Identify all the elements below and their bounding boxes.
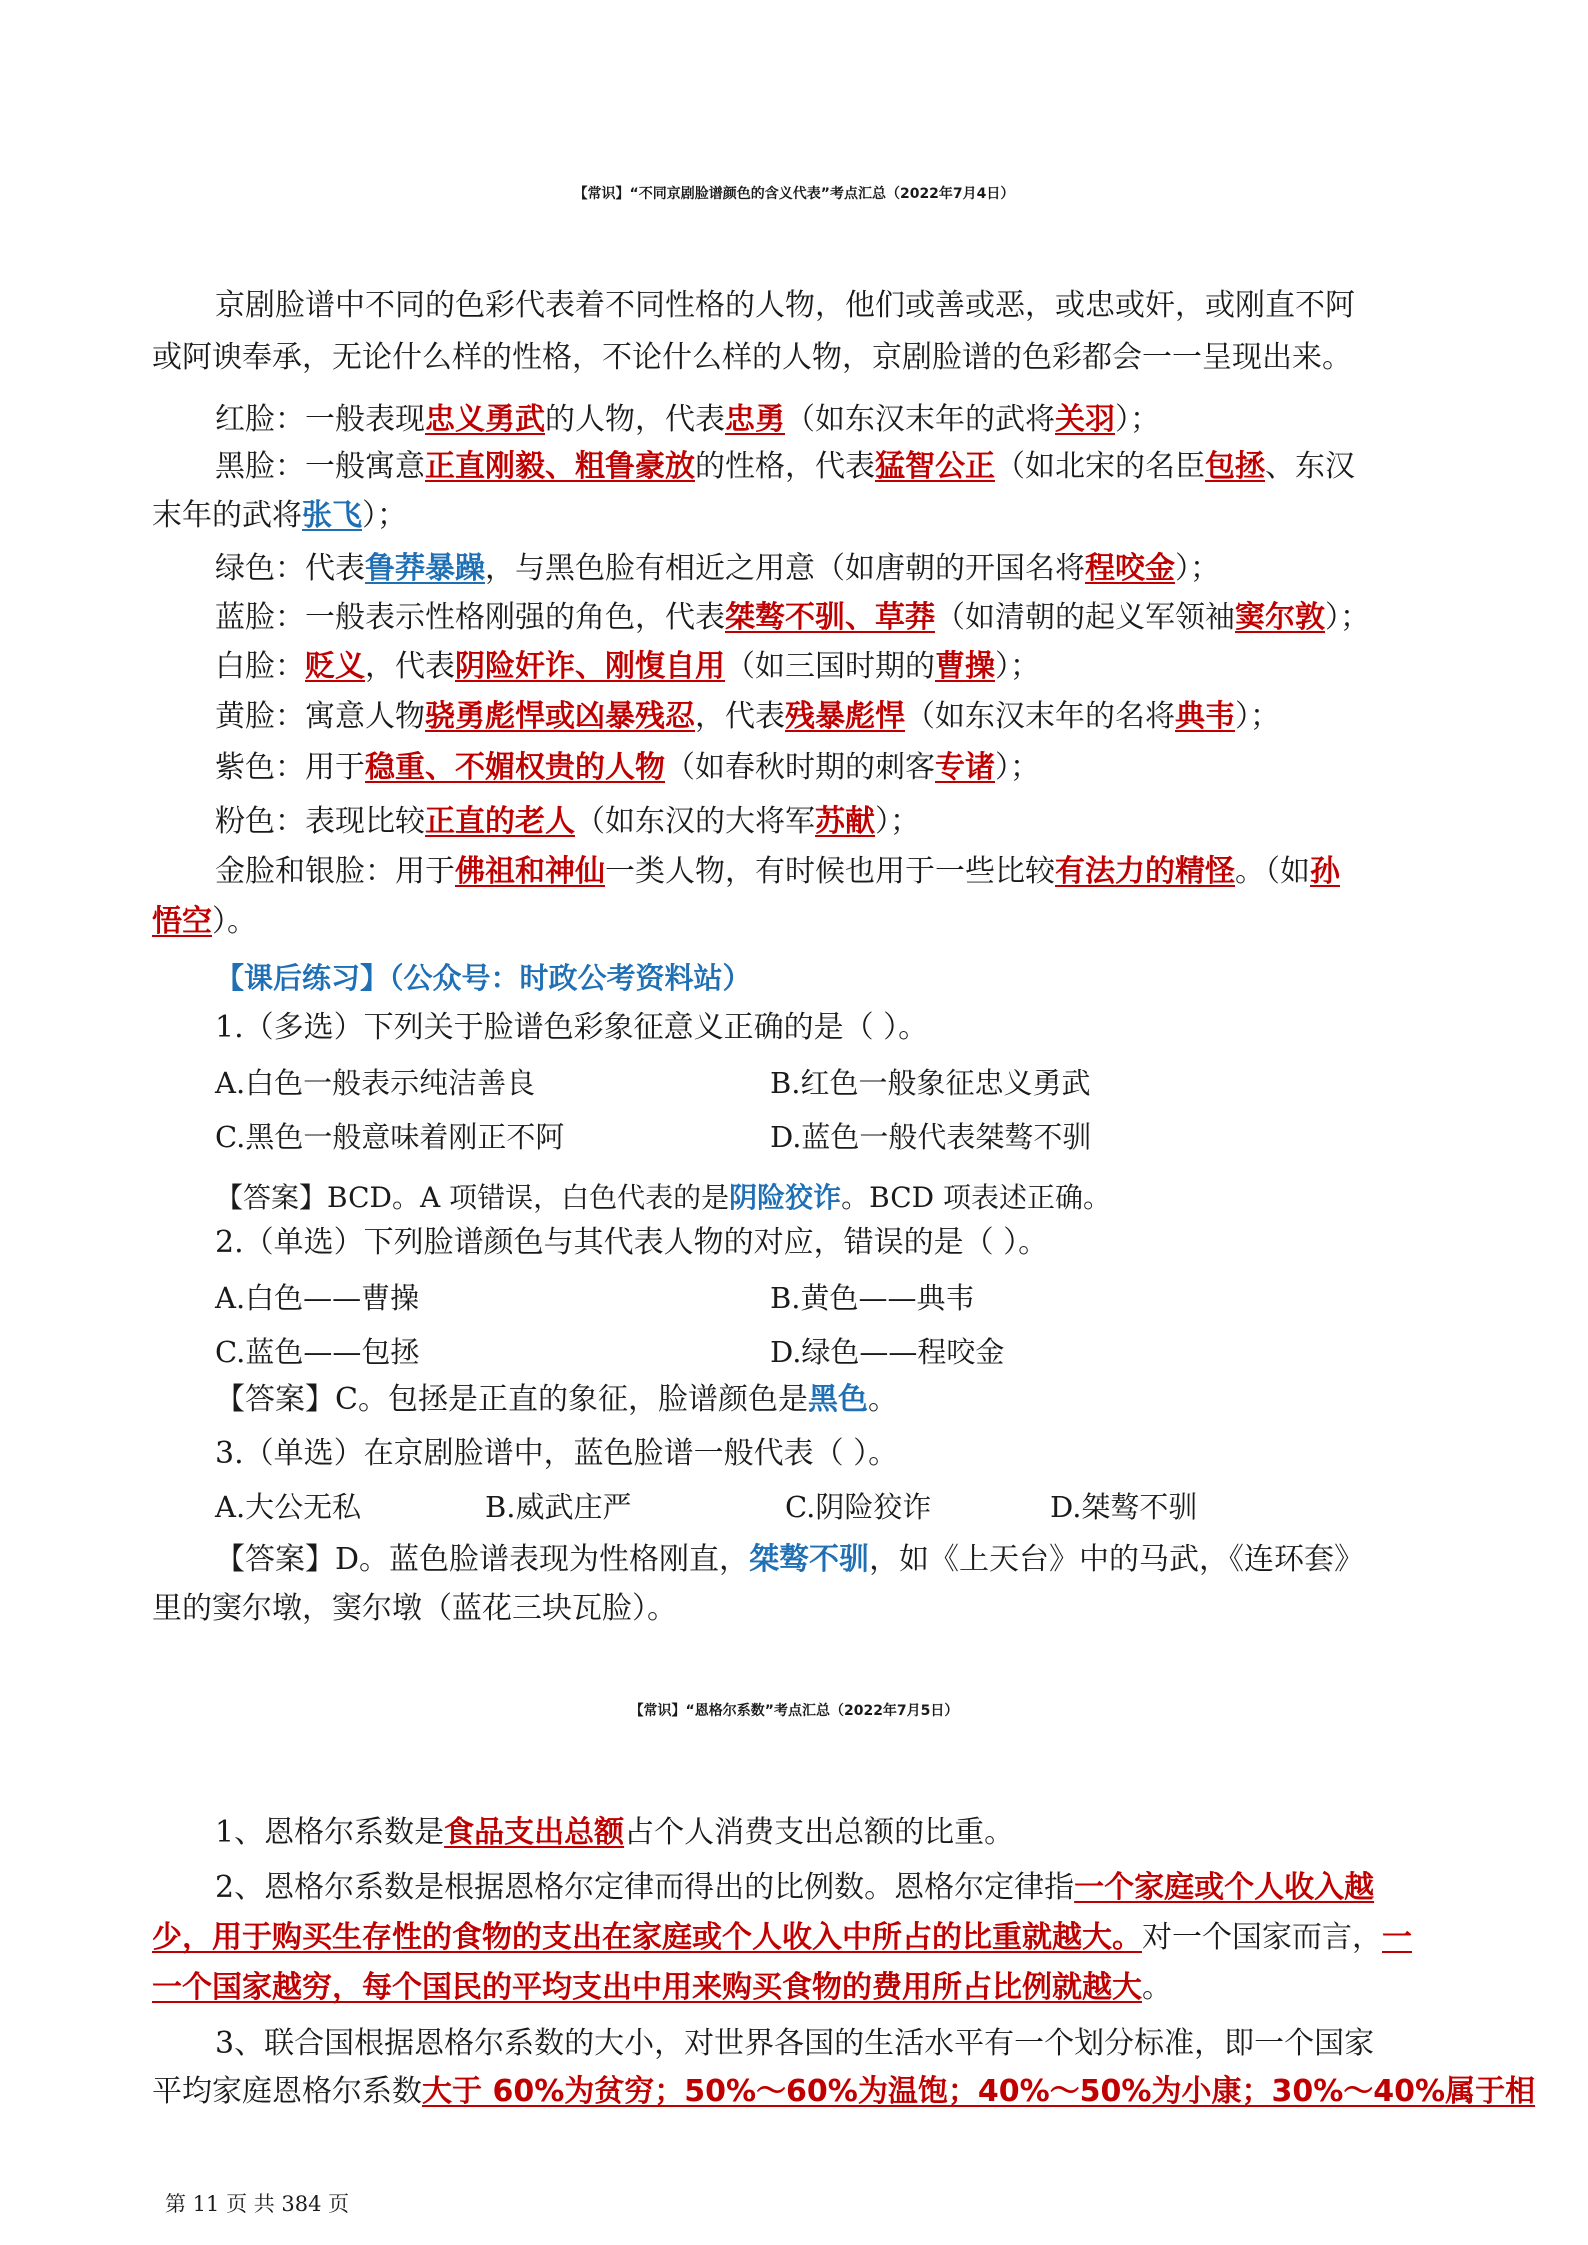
text: 【答案】C。包拯是正直的象征，脸谱颜色是 bbox=[215, 1382, 808, 1417]
text: 的性格，代表 bbox=[695, 449, 875, 484]
text: ）； bbox=[995, 649, 1040, 684]
gold-line-2 bbox=[152, 902, 257, 942]
highlight-red: 桀骜不驯、草莽 bbox=[725, 600, 935, 635]
q1-option-b: B.红色一般象征忠义勇武 bbox=[770, 1066, 1091, 1100]
text: 的人物，代表 bbox=[545, 402, 725, 437]
section1-title: 【常识】“不同京剧脸谱颜色的含义代表”考点汇总（2022年7月4日） bbox=[573, 186, 1015, 202]
text: 蓝脸：一般表示性格刚强的角色，代表 bbox=[215, 600, 725, 635]
section2-title: 【常识】“恩格尔系数”考点汇总（2022年7月5日） bbox=[629, 1703, 959, 1719]
engel-p2-line-2 bbox=[152, 1918, 1412, 1958]
pink-line bbox=[215, 802, 920, 842]
text: 末年的武将 bbox=[152, 498, 302, 533]
text: 粉色：表现比较 bbox=[215, 804, 425, 839]
text: 平均家庭恩格尔系数 bbox=[152, 2074, 422, 2109]
text: （如三国时期的 bbox=[725, 649, 935, 684]
text: ）。 bbox=[212, 904, 257, 939]
highlight-blue: 黑色 bbox=[807, 1382, 868, 1417]
text: ）； bbox=[1115, 402, 1160, 437]
q3-option-b: B.威武庄严 bbox=[485, 1490, 632, 1524]
highlight-blue: 桀骜不驯 bbox=[749, 1542, 870, 1577]
intro-line-1: 京剧脸谱中不同的色彩代表着不同性格的人物，他们或善或恶，或忠或奸，或刚直不阿 bbox=[215, 288, 1355, 323]
highlight-blue: 张飞 bbox=[302, 498, 362, 533]
exercise-heading: 【课后练习】（公众号：时政公考资料站） bbox=[215, 961, 752, 995]
text: 【答案】D。蓝色脸谱表现为性格刚直， bbox=[215, 1542, 750, 1577]
highlight-red: 正直的老人 bbox=[425, 804, 575, 839]
highlight-red: 骁勇彪悍或凶暴残忍 bbox=[425, 699, 695, 734]
highlight-red: 悟空 bbox=[152, 904, 212, 939]
black-face-line-1 bbox=[215, 447, 1355, 487]
q3-answer-line-1 bbox=[215, 1540, 1364, 1580]
text: ）； bbox=[1235, 699, 1280, 734]
engel-p2-line-3 bbox=[152, 1968, 1172, 2008]
engel-p2-line-1 bbox=[215, 1868, 1374, 1908]
highlight-red: 少，用于购买生存性的食物的支出在家庭或个人收入中所占的比重就越大。 bbox=[152, 1920, 1142, 1955]
highlight-red: 大于 60%为贫穷；50%～60%为温饱；40%～50%为小康；30%～40%属于相 bbox=[422, 2074, 1536, 2109]
engel-p1 bbox=[215, 1813, 1014, 1853]
text: 白脸： bbox=[215, 649, 305, 684]
highlight-red: 关羽 bbox=[1055, 402, 1115, 437]
text: ，代表 bbox=[365, 649, 455, 684]
highlight-red: 孙 bbox=[1310, 854, 1340, 889]
highlight-red: 曹操 bbox=[935, 649, 995, 684]
page-footer: 第 11 页 共 384 页 bbox=[165, 2192, 350, 2216]
white-face-line bbox=[215, 647, 1040, 687]
highlight-red: 典韦 bbox=[1175, 699, 1235, 734]
purple-line bbox=[215, 748, 1040, 788]
text: （如东汉的大将军 bbox=[575, 804, 815, 839]
engel-p3-line-2 bbox=[152, 2072, 1535, 2112]
text: 、东汉 bbox=[1265, 449, 1355, 484]
highlight-red: 稳重、不媚权贵的人物 bbox=[365, 750, 665, 785]
highlight-red: 窦尔敦 bbox=[1235, 600, 1325, 635]
q2-option-b: B.黄色——典韦 bbox=[770, 1281, 975, 1315]
text: ，代表 bbox=[695, 699, 785, 734]
highlight-red: 阴险奸诈、刚愎自用 bbox=[455, 649, 725, 684]
text: （如东汉末年的名将 bbox=[905, 699, 1175, 734]
highlight-blue: 鲁莽暴躁 bbox=[365, 551, 485, 586]
text: （如清朝的起义军领袖 bbox=[935, 600, 1235, 635]
highlight-red: 专诸 bbox=[935, 750, 995, 785]
text: 。BCD 项表述正确。 bbox=[841, 1181, 1111, 1214]
highlight-red: 贬义 bbox=[305, 649, 365, 684]
q1-option-a: A.白色一般表示纯洁善良 bbox=[215, 1066, 536, 1100]
text: ）； bbox=[362, 498, 407, 533]
q1-option-c: C.黑色一般意味着刚正不阿 bbox=[215, 1120, 565, 1154]
text: 1、恩格尔系数是 bbox=[215, 1815, 445, 1850]
highlight-blue: 阴险狡诈 bbox=[729, 1181, 842, 1214]
highlight-red: 猛智公正 bbox=[875, 449, 995, 484]
highlight-red: 残暴彪悍 bbox=[785, 699, 905, 734]
highlight-red: 一个家庭或个人收入越 bbox=[1074, 1870, 1375, 1905]
black-face-line-2 bbox=[152, 496, 407, 536]
q3-answer-line-2: 里的窦尔墩，窦尔墩（蓝花三块瓦脸）。 bbox=[152, 1591, 677, 1626]
highlight-red: 一 bbox=[1382, 1920, 1412, 1955]
highlight-red: 忠勇 bbox=[725, 402, 785, 437]
blue-face-line bbox=[215, 598, 1370, 638]
highlight-red: 包拯 bbox=[1205, 449, 1265, 484]
highlight-red: 食品支出总额 bbox=[444, 1815, 625, 1850]
q2-stem: 2.（单选）下列脸谱颜色与其代表人物的对应，错误的是（ ）。 bbox=[215, 1225, 1049, 1260]
text: ）； bbox=[1175, 551, 1220, 586]
highlight-red: 苏献 bbox=[815, 804, 875, 839]
intro-line-2: 或阿谀奉承，无论什么样的性格，不论什么样的人物，京剧脸谱的色彩都会一一呈现出来。 bbox=[152, 340, 1352, 375]
text: ）； bbox=[875, 804, 920, 839]
text: 。 bbox=[867, 1382, 898, 1417]
text: 黄脸：寓意人物 bbox=[215, 699, 425, 734]
text: 对一个国家而言， bbox=[1142, 1920, 1382, 1955]
q3-option-d: D.桀骜不驯 bbox=[1050, 1490, 1198, 1524]
text: ）； bbox=[1325, 600, 1370, 635]
highlight-red: 正直刚毅、粗鲁豪放 bbox=[425, 449, 695, 484]
text: 紫色：用于 bbox=[215, 750, 365, 785]
red-face-line bbox=[215, 400, 1160, 440]
text: （如北宋的名臣 bbox=[995, 449, 1205, 484]
text: 黑脸：一般寓意 bbox=[215, 449, 425, 484]
text: 2、恩格尔系数是根据恩格尔定律而得出的比例数。恩格尔定律指 bbox=[215, 1870, 1075, 1905]
text: ，与黑色脸有相近之用意（如唐朝的开国名将 bbox=[485, 551, 1085, 586]
text: ，如《上天台》中的马武，《连环套》 bbox=[869, 1542, 1365, 1577]
text: 一类人物，有时候也用于一些比较 bbox=[605, 854, 1055, 889]
highlight-red: 一个国家越穷，每个国民的平均支出中用来购买食物的费用所占比例就越大 bbox=[152, 1970, 1142, 2005]
q2-option-d: D.绿色——程咬金 bbox=[770, 1335, 1005, 1369]
text: 红脸：一般表现 bbox=[215, 402, 425, 437]
text: 金脸和银脸：用于 bbox=[215, 854, 455, 889]
q3-option-a: A.大公无私 bbox=[215, 1490, 362, 1524]
text: 占个人消费支出总额的比重。 bbox=[624, 1815, 1015, 1850]
text: 【答案】BCD。A 项错误，白色代表的是 bbox=[215, 1181, 730, 1214]
highlight-red: 忠义勇武 bbox=[425, 402, 545, 437]
text: ）； bbox=[995, 750, 1040, 785]
text: 。 bbox=[1142, 1970, 1172, 2005]
highlight-red: 程咬金 bbox=[1085, 551, 1175, 586]
engel-p3-line-1: 3、联合国根据恩格尔系数的大小，对世界各国的生活水平有一个划分标准，即一个国家 bbox=[215, 2026, 1375, 2061]
gold-line-1 bbox=[215, 852, 1340, 892]
q3-option-c: C.阴险狡诈 bbox=[785, 1490, 932, 1524]
highlight-red: 有法力的精怪 bbox=[1055, 854, 1235, 889]
text: （如东汉末年的武将 bbox=[785, 402, 1055, 437]
q3-stem: 3.（单选）在京剧脸谱中，蓝色脸谱一般代表（ ）。 bbox=[215, 1436, 899, 1471]
text: 绿色：代表 bbox=[215, 551, 365, 586]
q2-option-a: A.白色——曹操 bbox=[215, 1281, 420, 1315]
green-line bbox=[215, 549, 1220, 589]
q1-answer bbox=[215, 1178, 1111, 1218]
q2-answer bbox=[215, 1380, 898, 1420]
highlight-red: 佛祖和神仙 bbox=[455, 854, 605, 889]
text: （如春秋时期的刺客 bbox=[665, 750, 935, 785]
text: 。（如 bbox=[1235, 854, 1310, 889]
yellow-face-line bbox=[215, 697, 1280, 737]
q1-option-d: D.蓝色一般代表桀骜不驯 bbox=[770, 1120, 1092, 1154]
q1-stem: 1.（多选）下列关于脸谱色彩象征意义正确的是（ ）。 bbox=[215, 1010, 929, 1045]
q2-option-c: C.蓝色——包拯 bbox=[215, 1335, 420, 1369]
